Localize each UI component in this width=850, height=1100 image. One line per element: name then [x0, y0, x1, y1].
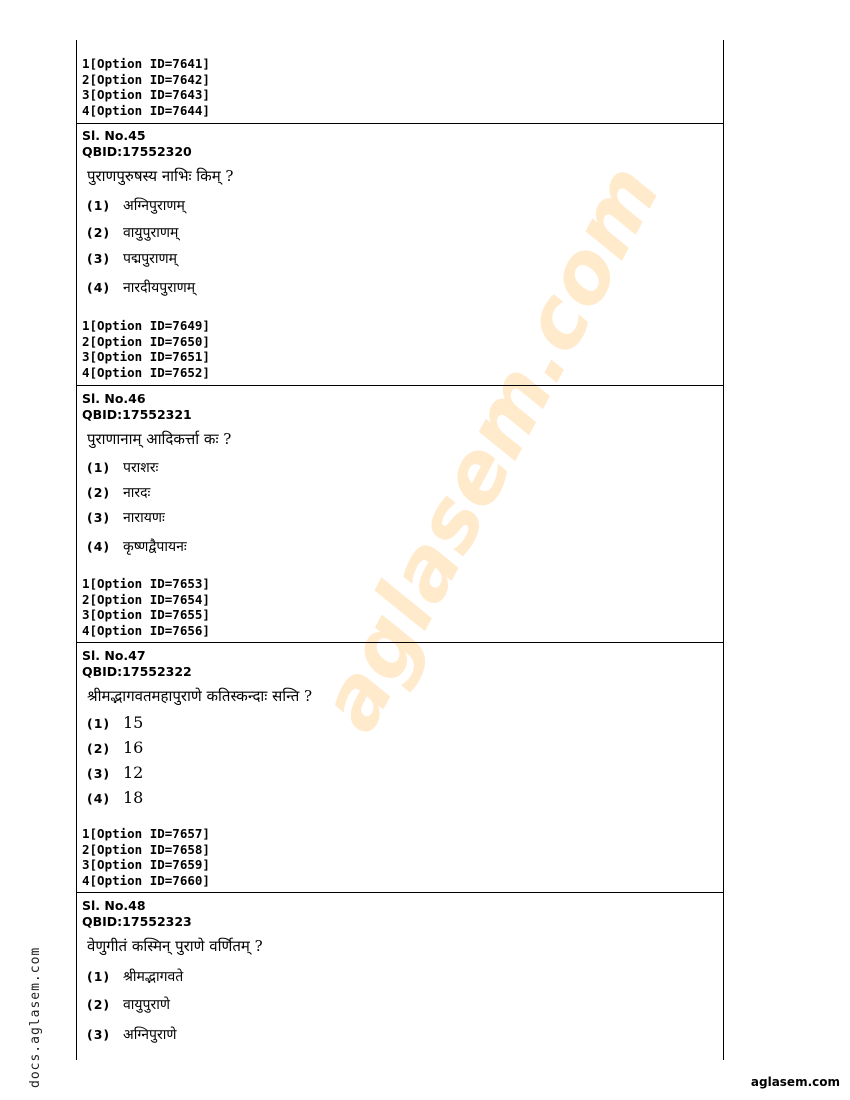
question-block-46	[77, 385, 723, 642]
question-block-48	[77, 892, 723, 1060]
option-1	[87, 458, 158, 477]
qbid: QBID:17552323	[82, 914, 192, 929]
qbid: QBID:17552322	[82, 664, 192, 679]
question-block-45	[77, 123, 723, 385]
option-number: (1)	[87, 716, 111, 731]
option-number: (4)	[87, 791, 111, 806]
option-text: अग्निपुराणम्	[123, 198, 185, 214]
option-id: 3[Option ID=7651]	[82, 349, 210, 365]
qbid: QBID:17552321	[82, 407, 192, 422]
option-text: वायुपुराणे	[123, 997, 170, 1013]
option-1	[87, 967, 183, 986]
option-number: (4)	[87, 280, 111, 295]
question-text: पुराणानाम् आदिकर्त्ता कः ?	[87, 430, 232, 448]
prev-question-block	[77, 40, 723, 123]
option-id: 3[Option ID=7655]	[82, 607, 210, 623]
option-id: 1[Option ID=7641]	[82, 56, 210, 71]
option-id-list	[82, 576, 210, 638]
option-id: 2[Option ID=7650]	[82, 333, 210, 349]
option-text: पराशरः	[123, 460, 159, 476]
option-id-list	[82, 318, 210, 380]
option-number: (2)	[87, 225, 111, 240]
option-2	[87, 223, 178, 242]
option-number: (1)	[87, 198, 111, 213]
option-number: (1)	[87, 969, 111, 984]
option-number: (4)	[87, 539, 111, 554]
option-1	[87, 713, 143, 732]
option-3	[87, 508, 165, 527]
footer-brand: aglasem.com	[750, 1075, 840, 1089]
question-paper-frame	[76, 40, 724, 1060]
option-id: 4[Option ID=7660]	[82, 872, 210, 888]
option-text: श्रीमद्भागवते	[123, 969, 184, 985]
option-2	[87, 483, 150, 502]
option-number: (2)	[87, 741, 111, 756]
option-number: (3)	[87, 766, 111, 781]
option-number: (3)	[87, 251, 111, 266]
serial-number: Sl. No.48	[82, 898, 146, 913]
option-text: अग्निपुराणे	[123, 1027, 177, 1043]
option-3	[87, 249, 177, 268]
option-id: 4[Option ID=7652]	[82, 364, 210, 380]
qbid: QBID:17552320	[82, 144, 192, 159]
option-text: 15	[123, 713, 144, 732]
option-text: नारदः	[123, 485, 151, 501]
option-text: पद्मपुराणम्	[123, 251, 178, 267]
option-number: (1)	[87, 460, 111, 475]
watermark: aglasem.com	[300, 149, 680, 747]
option-id-list	[82, 56, 210, 118]
question-text: पुराणपुरुषस्य नाभिः किम् ?	[87, 167, 234, 185]
option-number: (3)	[87, 1027, 111, 1042]
serial-number: Sl. No.45	[82, 128, 146, 143]
option-id: 1[Option ID=7657]	[82, 826, 210, 841]
option-number: (3)	[87, 510, 111, 525]
option-id: 4[Option ID=7644]	[82, 102, 210, 118]
option-text: वायुपुराणम्	[123, 225, 179, 241]
option-text: नारदीयपुराणम्	[123, 280, 196, 296]
option-id: 3[Option ID=7659]	[82, 857, 210, 873]
option-id: 2[Option ID=7654]	[82, 591, 210, 607]
option-id: 3[Option ID=7643]	[82, 87, 210, 103]
question-text: श्रीमद्भागवतमहापुराणे कतिस्कन्दाः सन्ति ?	[87, 687, 313, 705]
option-text: 12	[123, 763, 144, 782]
option-4	[87, 788, 143, 807]
question-block-47	[77, 642, 723, 892]
option-3	[87, 763, 143, 782]
option-4	[87, 537, 187, 556]
option-id: 2[Option ID=7642]	[82, 71, 210, 87]
option-text: नारायणः	[123, 510, 165, 526]
option-2	[87, 995, 170, 1014]
option-3	[87, 1025, 176, 1044]
option-id: 2[Option ID=7658]	[82, 841, 210, 857]
option-1	[87, 196, 185, 215]
option-text: कृष्णद्वैपायनः	[123, 539, 187, 555]
side-url-text: docs.aglasem.com	[28, 946, 43, 1088]
option-number: (2)	[87, 485, 111, 500]
serial-number: Sl. No.46	[82, 391, 146, 406]
option-text: 16	[123, 738, 144, 757]
option-id: 4[Option ID=7656]	[82, 622, 210, 638]
option-number: (2)	[87, 997, 111, 1012]
question-text: वेणुगीतं कस्मिन् पुराणे वर्णितम् ?	[87, 937, 263, 955]
serial-number: Sl. No.47	[82, 648, 146, 663]
option-id-list	[82, 826, 210, 888]
option-4	[87, 278, 195, 297]
option-id: 1[Option ID=7649]	[82, 318, 210, 333]
option-text: 18	[123, 788, 144, 807]
option-2	[87, 738, 143, 757]
option-id: 1[Option ID=7653]	[82, 576, 210, 591]
